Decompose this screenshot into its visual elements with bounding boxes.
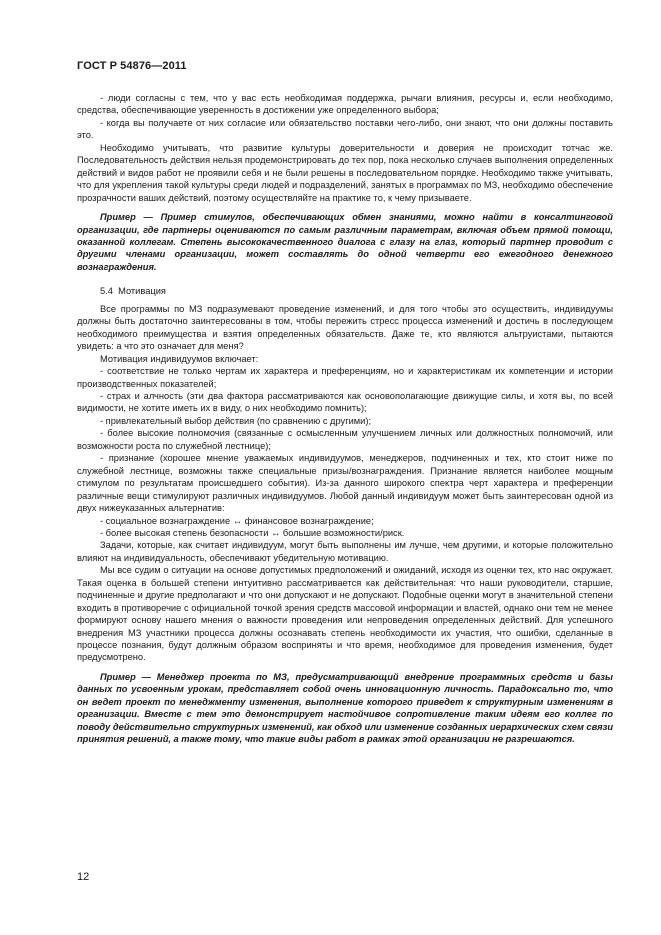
list-item: - соответствие не только чертам их характера и преференциям, но и характеристикам их компетенции и истории производственных показателей;	[77, 366, 613, 389]
page-number: 12	[77, 871, 90, 883]
section-number: 5.4	[100, 286, 113, 297]
list-item: - социальное вознаграждение ↔ финансовое вознаграждение;	[100, 515, 374, 526]
section-title: Мотивация	[118, 286, 166, 297]
example-note-2	[77, 671, 613, 746]
example-label: Пример —	[100, 212, 153, 223]
paragraph: Задачи, которые, как считает индивидуум, могут быть выполнены им лучше, чем другими, и которые положительно влияют на индивидуальность, обеспечивают убедительную мотивацию.	[77, 540, 613, 563]
standard-code: ГОСТ Р 54876—2011	[77, 60, 187, 72]
paragraph: Необходимо учитывать, что развитие культуры доверительности и доверия не происходит тотчас же. Последовательность действия нельзя продемонстрировать до тех пор, пока несколько случаев выполнения определенных действий и видов работ не проявили себя и не были решены в последовательном порядке. Необходимо также учитывать, что для укрепления такой культуры среди людей и подразделений, занятых в программах по МЗ, необходимо обеспечение прозрачности ваших действий, поэтому осуществляйте на практике то, к чему призываете.	[77, 142, 613, 203]
example-note-1	[77, 211, 613, 273]
paragraph: Мотивация индивидуумов включает:	[100, 353, 259, 364]
list-item: - признание (хорошее мнение уважаемых индивидуумов, менеджеров, подчиненных и тех, кто стоит ниже по служебной лестнице, возможны также специальные призы/вознаграждения. Признание является наиболее мощным стимулом по результатам происшедшего события). Из-за данного широкого спектра черт характера и преференции различные вещи стимулируют различных индивидуумов. Любой данный индивидуум может быть заинтересован одной из двух нижеуказанных альтернатив:	[77, 453, 613, 514]
paragraph: - люди согласны с тем, что у вас есть необходимая поддержка, рычаги влияния, ресурсы и, если необходимо, средства, обеспечивающие уверенность в достижении уже определенного выбора;	[77, 93, 613, 116]
list-item: - более высокие полномочия (связанные с осмысленным улучшением личных или должностных полномочий, или возможности роста по служебной лестнице);	[77, 428, 613, 451]
paragraph: Все программы по МЗ подразумевают проведение изменений, и для того чтобы это осуществить, индивидуумы должны быть достаточно заинтересованы в том, чтобы пережить стресс процесса изменений и достичь в последующем необходимого преимущества и взятия определенных обязательств. Даже те, кто являются альтруистами, пытаются увидеть: а что это означает для меня?	[77, 303, 613, 352]
page-content	[77, 92, 613, 746]
section-heading	[77, 285, 613, 297]
example-text: Пример стимулов, обеспечивающих обмен знаниями, можно найти в консалтинговой организации, где партнеры оцениваются по самым различным параметрам, включая объем прямой помощи, оказанной коллегам. Степень высококачественного диалога с глазу на глаз, который партнер проводит с другими членами организации, может составлять до одной четверти его ежегодного денежного вознаграждения.	[77, 212, 613, 272]
list-item: - более высокая степень безопасности ↔ большие возможности/риск.	[100, 527, 405, 538]
paragraph: - когда вы получаете от них согласие или обязательство поставки чего-либо, они знают, что они должны поставить это.	[77, 117, 613, 141]
example-text: Менеджер проекта по МЗ, предусматривающий внедрение программных средств и базы данных по усвоенным урокам, представляет собой очень инновационную личность. Парадоксально то, что он ведет проект по менеджменту изменения, выполнение которого приведет к структурным изменениям в организации. Вместе с тем это демонстрирует настойчивое сопротивление таким идеям его коллег по поводу действительно структурных изменений, как обход или изменение созданных иерархических схем связи принятия решений, а также тому, что такие виды работ в рамках этой организации не разрешаются.	[77, 671, 613, 745]
paragraph: Мы все судим о ситуации на основе допустимых предположений и ожиданий, исходя из оценки тех, кто нас окружает. Такая оценка в большей степени интуитивно рассматривается как действительная: что наши руководители, старшие, подчиненные и другие предполагают и что они допускают и не допускают. Подобные оценки могут в значительной степени входить в противоречие с официальной точкой зрения средств массовой информации и властей, однако они тем не менее формируют основу нашего мнения о важности проведения или непроведения определенных действий. Для успешного внедрения МЗ участники процесса должны осознавать степень необходимости их участия, что ошибки, сделанные в процессе познания, будут должным образом восприняты и что время, необходимое для проведения изменения, будет предусмотрено.	[77, 565, 613, 663]
list-item: - страх и алчность (эти два фактора рассматриваются как основополагающие движущие силы, и хотя вы, по всей видимости, не хотите иметь их в виду, о них необходимо помнить);	[77, 390, 613, 414]
example-label: Пример —	[100, 671, 151, 682]
list-item: - привлекательный выбор действия (по сравнению с другими);	[100, 415, 372, 426]
